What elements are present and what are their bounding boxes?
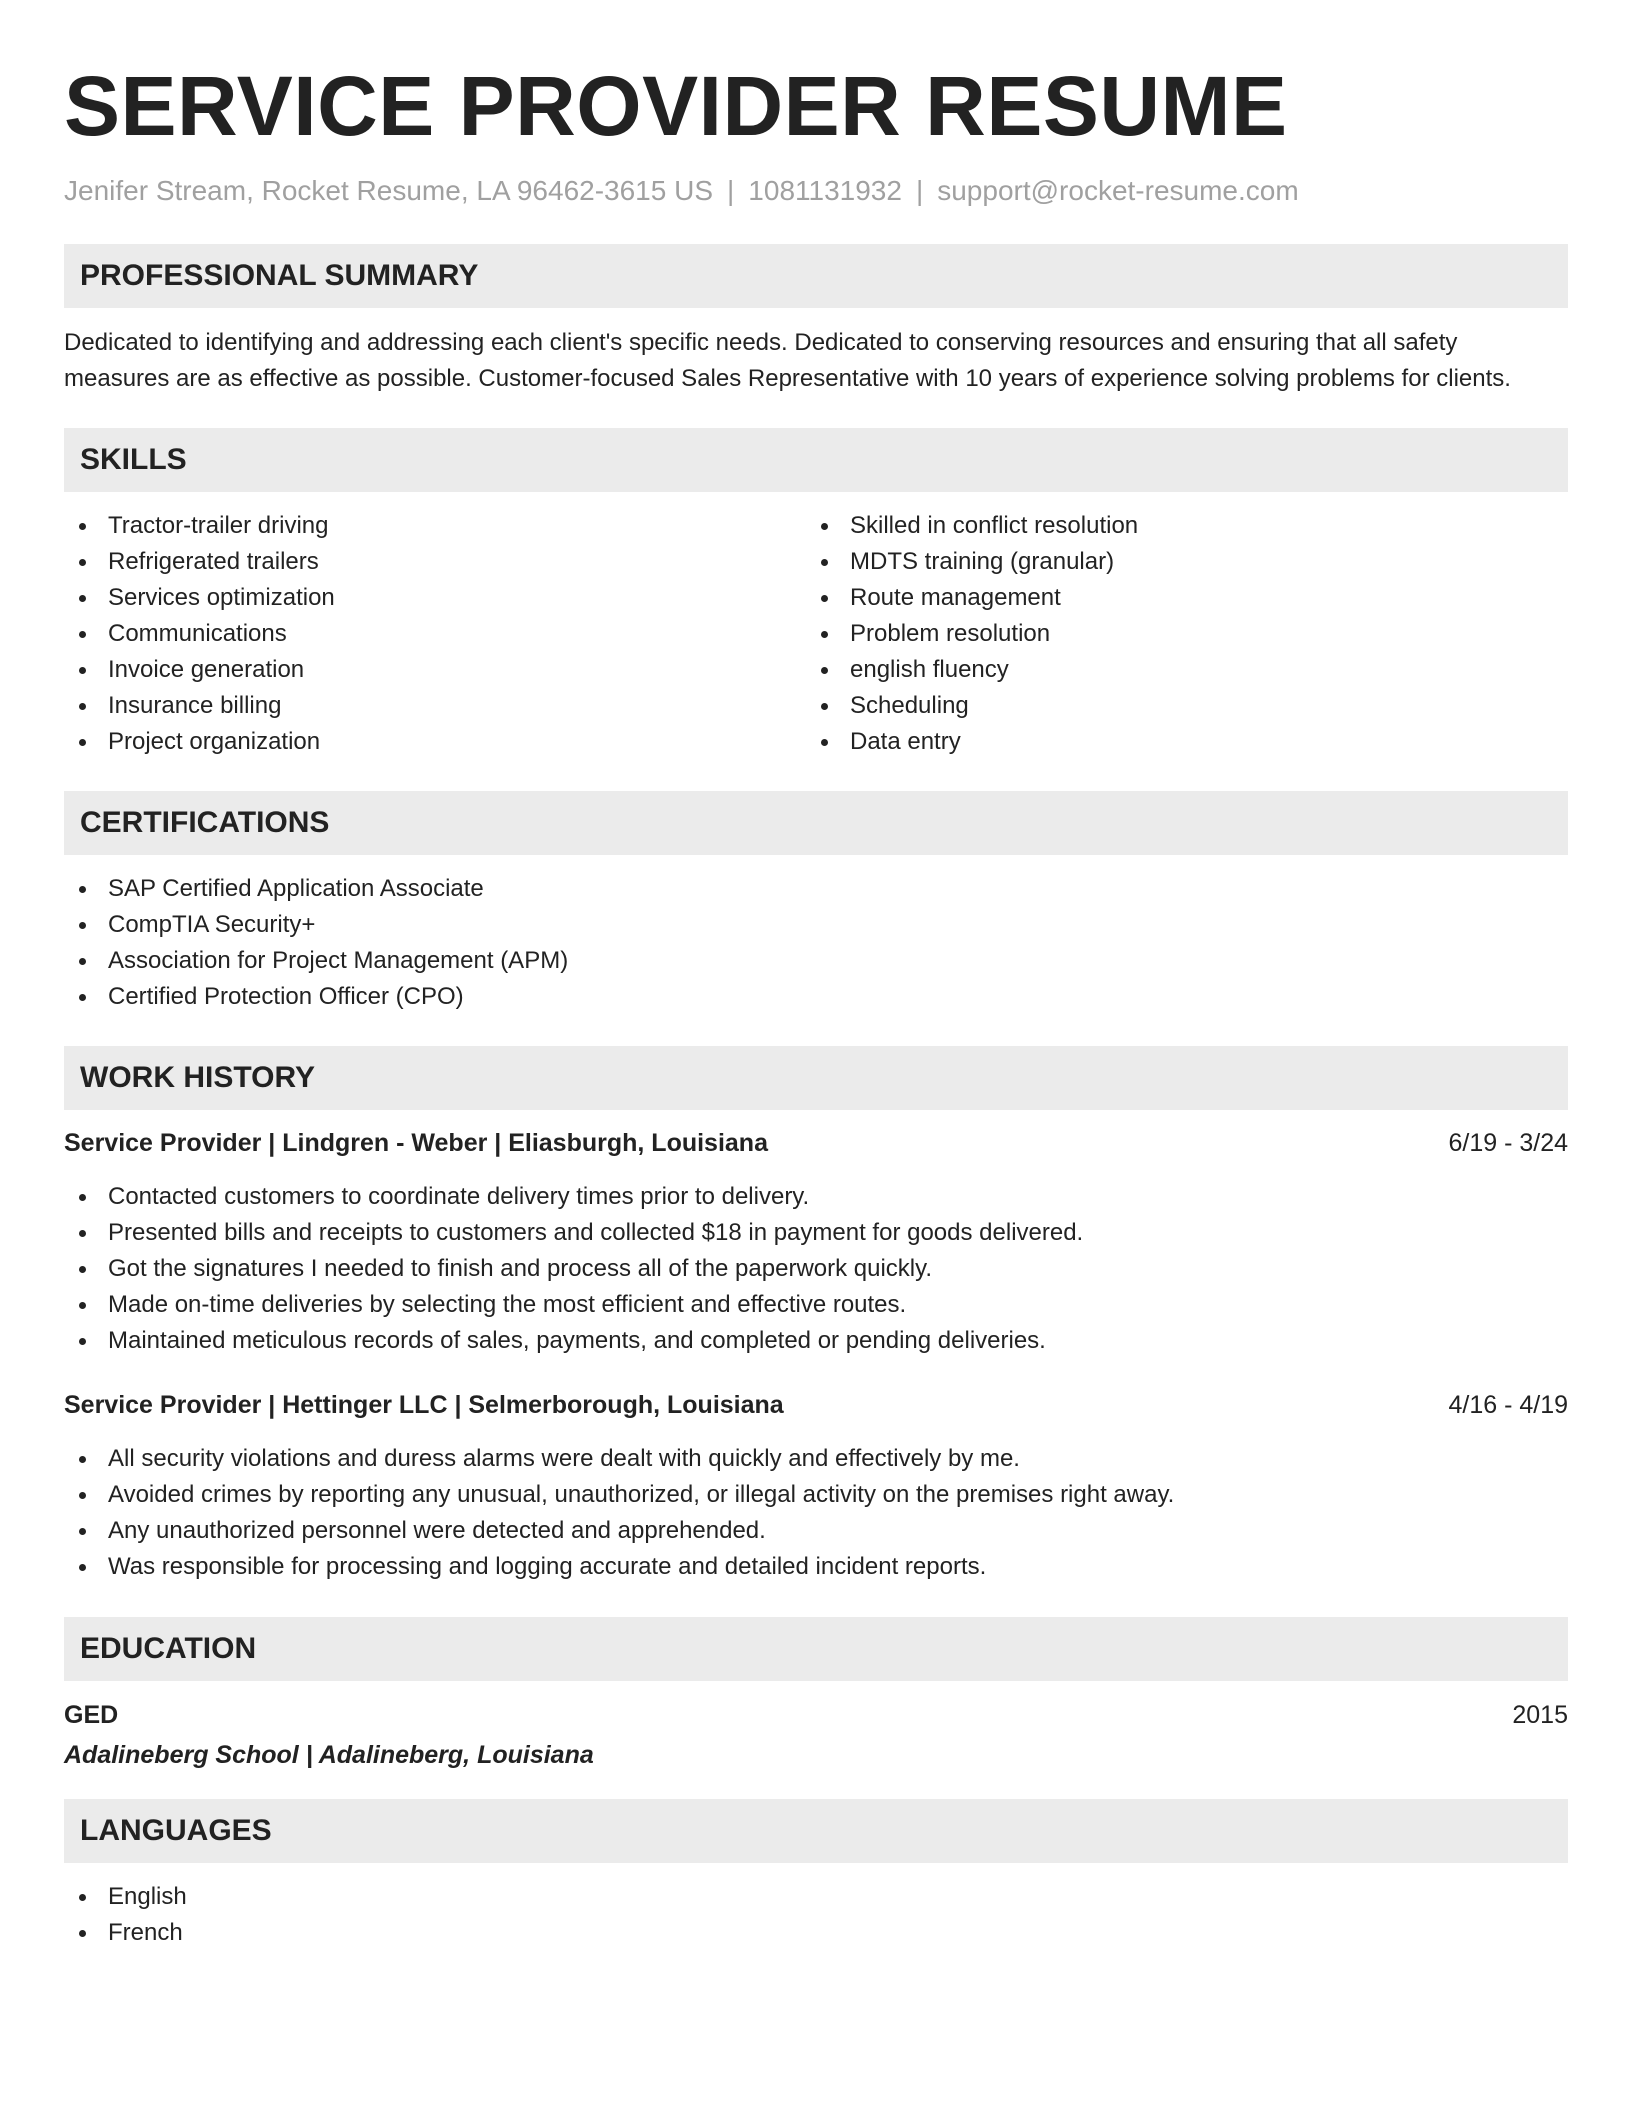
- job-bullet: Made on-time deliveries by selecting the most efficient and effective routes.: [64, 1287, 1568, 1323]
- section-header-languages: LANGUAGES: [64, 1799, 1568, 1863]
- certification-item: Certified Protection Officer (CPO): [64, 979, 1568, 1015]
- certification-item: SAP Certified Application Associate: [64, 871, 1568, 907]
- contact-email: support@rocket-resume.com: [937, 175, 1299, 207]
- skill-item: Skilled in conflict resolution: [806, 508, 1548, 544]
- job-header: [64, 1387, 1568, 1423]
- skill-item: Tractor-trailer driving: [64, 508, 806, 544]
- skill-item: Project organization: [64, 724, 806, 760]
- skills-columns: [64, 492, 1568, 760]
- job-bullet: All security violations and duress alarms were dealt with quickly and effectively by me.: [64, 1441, 1568, 1477]
- job-bullet: Avoided crimes by reporting any unusual, unauthorized, or illegal activity on the premises right away.: [64, 1477, 1568, 1513]
- contact-address: Jenifer Stream, Rocket Resume, LA 96462-3615 US: [64, 175, 714, 207]
- section-header-work-history: WORK HISTORY: [64, 1046, 1568, 1110]
- skill-item: Services optimization: [64, 580, 806, 616]
- languages-list: [64, 1879, 1568, 1951]
- job-bullet: Maintained meticulous records of sales, payments, and completed or pending deliveries.: [64, 1323, 1568, 1359]
- section-header-skills: SKILLS: [64, 428, 1568, 492]
- job-bullet: Any unauthorized personnel were detected and apprehended.: [64, 1513, 1568, 1549]
- job-entry: [64, 1125, 1568, 1359]
- job-bullet: Contacted customers to coordinate delivery times prior to delivery.: [64, 1179, 1568, 1215]
- skill-item: Insurance billing: [64, 688, 806, 724]
- resume-title: SERVICE PROVIDER RESUME: [64, 59, 1288, 153]
- job-bullet: Got the signatures I needed to finish and process all of the paperwork quickly.: [64, 1251, 1568, 1287]
- section-header-education: EDUCATION: [64, 1617, 1568, 1681]
- contact-separator: |: [727, 175, 735, 207]
- job-bullet: Was responsible for processing and logging accurate and detailed incident reports.: [64, 1549, 1568, 1585]
- language-item: English: [64, 1879, 1568, 1915]
- education-degree: GED: [64, 1700, 119, 1729]
- skill-item: english fluency: [806, 652, 1548, 688]
- job-entry: [64, 1387, 1568, 1585]
- job-title: Service Provider | Lindgren - Weber | Eliasburgh, Louisiana: [64, 1128, 768, 1157]
- skills-list-left: [64, 508, 806, 760]
- certification-item: Association for Project Management (APM): [64, 943, 1568, 979]
- certifications-list: [64, 871, 1568, 1015]
- job-bullets: [64, 1441, 1568, 1585]
- summary-text: Dedicated to identifying and addressing each client's specific needs. Dedicated to conserving resources and ensuring that all safety measures are as effective as possible. Customer-focused Sales Representative with 10 years of experience solving problems for clients.: [64, 328, 1511, 392]
- education-school: Adalineberg School | Adalineberg, Louisiana: [64, 1740, 594, 1769]
- skill-item: Refrigerated trailers: [64, 544, 806, 580]
- language-item: French: [64, 1915, 1568, 1951]
- certification-item: CompTIA Security+: [64, 907, 1568, 943]
- job-dates: 6/19 - 3/24: [1448, 1128, 1568, 1157]
- job-bullet: Presented bills and receipts to customers and collected $18 in payment for goods delivered.: [64, 1215, 1568, 1251]
- education-entry: [64, 1697, 1568, 1773]
- job-title: Service Provider | Hettinger LLC | Selmerborough, Louisiana: [64, 1390, 784, 1419]
- skill-item: MDTS training (granular): [806, 544, 1548, 580]
- skill-item: Invoice generation: [64, 652, 806, 688]
- job-dates: 4/16 - 4/19: [1448, 1390, 1568, 1419]
- job-header: [64, 1125, 1568, 1161]
- skill-item: Scheduling: [806, 688, 1548, 724]
- contact-separator: |: [915, 175, 924, 207]
- section-header-certifications: CERTIFICATIONS: [64, 791, 1568, 855]
- skill-item: Route management: [806, 580, 1548, 616]
- education-header: [64, 1697, 1568, 1733]
- skill-item: Data entry: [806, 724, 1548, 760]
- section-header-summary: PROFESSIONAL SUMMARY: [64, 244, 1568, 308]
- skill-item: Problem resolution: [806, 616, 1548, 652]
- contact-phone: 1081131932: [748, 175, 902, 207]
- skill-item: Communications: [64, 616, 806, 652]
- education-year: 2015: [1512, 1700, 1568, 1729]
- skills-list-right: [806, 508, 1548, 760]
- job-bullets: [64, 1179, 1568, 1359]
- contact-line: [64, 174, 1568, 208]
